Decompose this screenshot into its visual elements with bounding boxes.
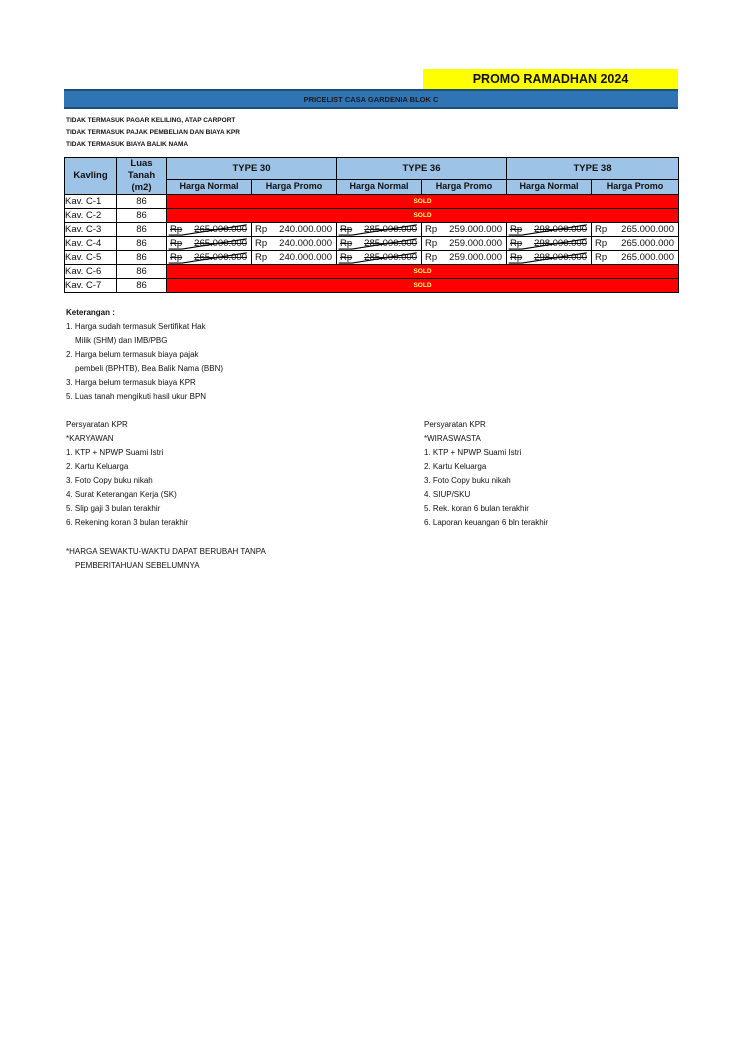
kpr-item: 5. Slip gaji 3 bulan terakhir	[66, 504, 161, 513]
table-row	[65, 195, 679, 209]
normal-price-value: 298.000.000	[534, 224, 587, 235]
kpr-heading: Persyaratan KPR	[424, 420, 486, 429]
keterangan-heading: Keterangan :	[66, 308, 115, 317]
footnote	[66, 545, 266, 573]
kavling-cell: Kav. C-6	[65, 265, 117, 279]
harga-normal-cell	[507, 237, 592, 251]
currency-label: Rp	[170, 252, 183, 263]
kpr-item: 2. Kartu Keluarga	[424, 462, 487, 471]
currency-label: Rp	[255, 252, 268, 263]
header-kavling: Kavling	[65, 158, 117, 195]
normal-price-value: 265.000.000	[194, 252, 247, 263]
kpr-item: 6. Laporan keuangan 6 bln terakhir	[424, 518, 549, 527]
keterangan-section	[66, 306, 224, 401]
harga-promo-cell	[592, 237, 679, 251]
luas-cell: 86	[117, 265, 167, 279]
keterangan-item: 2. Harga belum termasuk biaya pajak	[66, 350, 199, 359]
normal-price-value: 285.000.000	[364, 252, 417, 263]
footnote-line: *HARGA SEWAKTU-WAKTU DAPAT BERUBAH TANPA	[66, 547, 266, 556]
harga-promo-cell	[592, 251, 679, 265]
currency-label: Rp	[340, 252, 353, 263]
promo-price-value: 259.000.000	[449, 238, 502, 249]
sold-badge: SOLD	[167, 209, 679, 223]
normal-price-value: 285.000.000	[364, 224, 417, 235]
header-type-30: TYPE 30	[167, 158, 337, 180]
sold-badge: SOLD	[167, 195, 679, 209]
normal-price-value: 265.000.000	[194, 224, 247, 235]
kpr-item: 1. KTP + NPWP Suami Istri	[424, 448, 522, 457]
luas-cell: 86	[117, 223, 167, 237]
promo-price-value: 240.000.000	[279, 238, 332, 249]
currency-label: Rp	[255, 224, 268, 235]
currency-label: Rp	[595, 252, 608, 263]
currency-label: Rp	[595, 238, 608, 249]
promo-price-value: 259.000.000	[449, 224, 502, 235]
header-luas-line2: (m2)	[131, 182, 152, 193]
header-harga-promo: Harga Promo	[422, 179, 507, 194]
header-luas-line1: Luas Tanah	[127, 158, 156, 181]
page-title: PRICELIST CASA GARDENIA BLOK C	[64, 89, 678, 109]
harga-promo-cell	[422, 223, 507, 237]
keterangan-item: 1. Harga sudah termasuk Sertifikat Hak	[66, 322, 206, 331]
harga-normal-cell	[167, 251, 252, 265]
currency-label: Rp	[170, 238, 183, 249]
harga-normal-cell	[167, 237, 252, 251]
header-harga-normal: Harga Normal	[167, 179, 252, 194]
keterangan-item: 3. Harga belum termasuk biaya KPR	[66, 378, 196, 387]
harga-promo-cell	[592, 223, 679, 237]
currency-label: Rp	[595, 224, 608, 235]
currency-label: Rp	[255, 238, 268, 249]
promo-price-value: 240.000.000	[279, 252, 332, 263]
table-row	[65, 265, 679, 279]
kpr-item: 4. SIUP/SKU	[424, 490, 471, 499]
luas-cell: 86	[117, 237, 167, 251]
kpr-subheading: *KARYAWAN	[66, 434, 114, 443]
exclusions-list	[66, 115, 240, 151]
kavling-cell: Kav. C-7	[65, 279, 117, 293]
promo-banner: PROMO RAMADHAN 2024	[423, 69, 678, 89]
luas-cell: 86	[117, 251, 167, 265]
promo-price-value: 259.000.000	[449, 252, 502, 263]
kpr-karyawan-section	[66, 418, 188, 530]
promo-price-value: 240.000.000	[279, 224, 332, 235]
harga-normal-cell	[167, 223, 252, 237]
kpr-heading: Persyaratan KPR	[66, 420, 128, 429]
luas-cell: 86	[117, 195, 167, 209]
kpr-subheading: *WIRASWASTA	[424, 434, 481, 443]
pricelist-body	[65, 195, 679, 293]
kavling-cell: Kav. C-1	[65, 195, 117, 209]
harga-promo-cell	[252, 251, 337, 265]
promo-price-value: 265.000.000	[621, 238, 674, 249]
promo-price-value: 265.000.000	[621, 252, 674, 263]
kavling-cell: Kav. C-4	[65, 237, 117, 251]
header-type-36: TYPE 36	[337, 158, 507, 180]
table-row	[65, 251, 679, 265]
table-row	[65, 237, 679, 251]
keterangan-item: pembeli (BPHTB), Bea Balik Nama (BBN)	[75, 364, 224, 373]
header-harga-promo: Harga Promo	[592, 179, 679, 194]
promo-price-value: 265.000.000	[621, 224, 674, 235]
currency-label: Rp	[510, 224, 523, 235]
table-row	[65, 209, 679, 223]
harga-normal-cell	[507, 223, 592, 237]
pricelist-table	[64, 157, 679, 293]
header-harga-normal: Harga Normal	[507, 179, 592, 194]
table-row	[65, 279, 679, 293]
exclusion-item: TIDAK TERMASUK PAJAK PEMBELIAN DAN BIAYA KPR	[66, 129, 240, 136]
kavling-cell: Kav. C-5	[65, 251, 117, 265]
currency-label: Rp	[425, 238, 438, 249]
harga-promo-cell	[252, 223, 337, 237]
normal-price-value: 265.000.000	[194, 238, 247, 249]
kavling-cell: Kav. C-3	[65, 223, 117, 237]
harga-promo-cell	[422, 251, 507, 265]
exclusion-item: TIDAK TERMASUK BIAYA BALIK NAMA	[66, 141, 189, 148]
header-harga-normal: Harga Normal	[337, 179, 422, 194]
sold-badge: SOLD	[167, 279, 679, 293]
luas-cell: 86	[117, 209, 167, 223]
normal-price-value: 298.000.000	[534, 238, 587, 249]
kpr-item: 4. Surat Keterangan Kerja (SK)	[66, 490, 177, 499]
kpr-item: 5. Rek. koran 6 bulan terakhir	[424, 504, 529, 513]
currency-label: Rp	[425, 252, 438, 263]
currency-label: Rp	[510, 238, 523, 249]
kpr-item: 2. Kartu Keluarga	[66, 462, 129, 471]
currency-label: Rp	[510, 252, 523, 263]
normal-price-value: 285.000.000	[364, 238, 417, 249]
harga-promo-cell	[422, 237, 507, 251]
kpr-item: 1. KTP + NPWP Suami Istri	[66, 448, 164, 457]
harga-normal-cell	[337, 251, 422, 265]
harga-normal-cell	[507, 251, 592, 265]
currency-label: Rp	[425, 224, 438, 235]
kpr-item: 3. Foto Copy buku nikah	[424, 476, 511, 485]
kavling-cell: Kav. C-2	[65, 209, 117, 223]
sold-badge: SOLD	[167, 265, 679, 279]
kpr-wiraswasta-section	[424, 418, 548, 530]
normal-price-value: 298.000.000	[534, 252, 587, 263]
exclusion-item: TIDAK TERMASUK PAGAR KELILING, ATAP CARPORT	[66, 117, 236, 124]
header-luas-tanah	[117, 158, 167, 195]
keterangan-list	[66, 320, 224, 401]
keterangan-item: Milik (SHM) dan IMB/PBG	[75, 336, 168, 345]
kpr-item: 6. Rekening koran 3 bulan terakhir	[66, 518, 189, 527]
currency-label: Rp	[170, 224, 183, 235]
harga-normal-cell	[337, 223, 422, 237]
luas-cell: 86	[117, 279, 167, 293]
table-row	[65, 223, 679, 237]
footnote-line: PEMBERITAHUAN SEBELUMNYA	[75, 561, 200, 570]
harga-normal-cell	[337, 237, 422, 251]
header-harga-promo: Harga Promo	[252, 179, 337, 194]
harga-promo-cell	[252, 237, 337, 251]
kpr-item: 3. Foto Copy buku nikah	[66, 476, 153, 485]
currency-label: Rp	[340, 238, 353, 249]
header-type-38: TYPE 38	[507, 158, 679, 180]
keterangan-item: 5. Luas tanah mengikuti hasil ukur BPN	[66, 392, 207, 401]
currency-label: Rp	[340, 224, 353, 235]
